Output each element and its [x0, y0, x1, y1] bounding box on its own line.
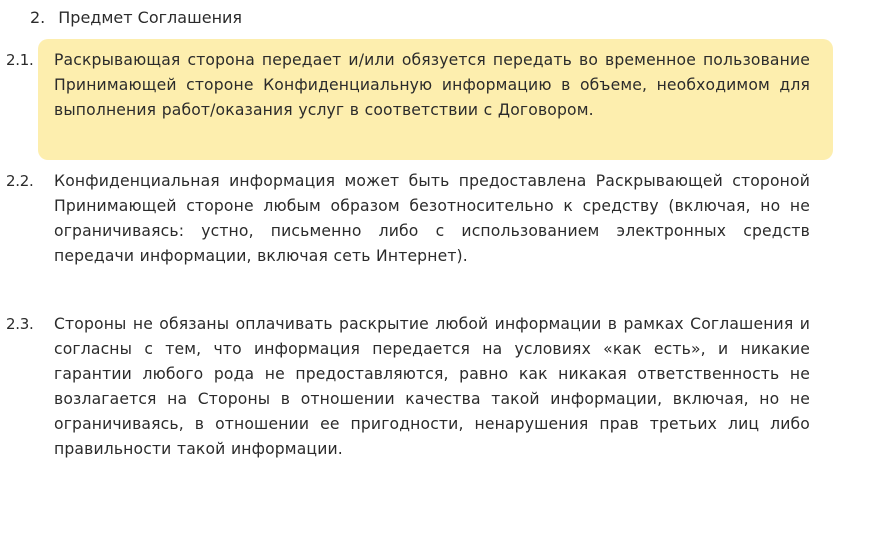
- section-title: Предмет Соглашения: [58, 8, 243, 27]
- clause-text: Стороны не обязаны оплачивать раскрытие любой информации в рамках Соглашения и согласны с тем, что информация передается на условиях «как есть», и никакие гарантии любого рода не предоставляются, равно как никакая ответственность не возлагается на Стороны в отношении качества такой информации, включая, но не ограничиваясь, в отношении ее пригодности, ненарушения прав третьих лиц либо правильности такой информации.: [54, 315, 810, 458]
- section-heading: [30, 8, 242, 28]
- clause-number: 2.1.: [6, 51, 34, 69]
- clause-text: Раскрывающая сторона передает и/или обязуется передать во временное пользование Принимающей стороне Конфиденциальную информацию в объеме, необходимом для выполнения работ/оказания услуг в соответствии с Договором.: [54, 51, 810, 119]
- clause-text: Конфиденциальная информация может быть предоставлена Раскрывающей стороной Принимающей стороне любым образом безотносительно к средству (включая, но не ограничиваясь: устно, письменно либо с использованием электронных средств передачи информации, включая сеть Интернет).: [54, 172, 810, 265]
- clause-number: 2.3.: [6, 315, 34, 333]
- clause-number: 2.2.: [6, 172, 34, 190]
- section-number: 2.: [30, 8, 46, 27]
